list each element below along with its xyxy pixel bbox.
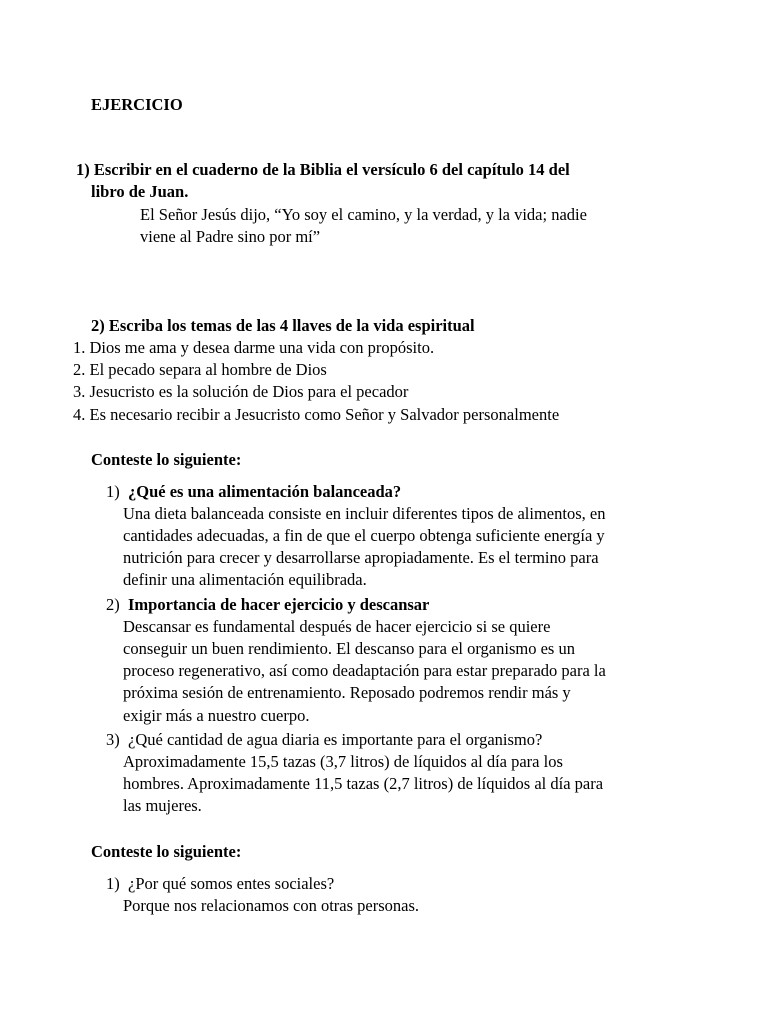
section2-heading: Conteste lo siguiente: [91, 842, 242, 861]
list-item-4: 4. Es necesario recibir a Jesucristo como Señor y Salvador personalmente [73, 405, 560, 424]
s1-q2-answer-line2: conseguir un buen rendimiento. El descanso para el organismo es un [123, 639, 575, 658]
list-item-2: 2. El pecado separa al hombre de Dios [73, 360, 327, 379]
s1-q2-answer-line5: exigir más a nuestro cuerpo. [123, 706, 310, 725]
s1-q3-answer-line2: hombres. Aproximadamente 11,5 tazas (2,7 litros) de líquidos al día para [123, 774, 604, 793]
s1-q3-answer-line1: Aproximadamente 15,5 tazas (3,7 litros) de líquidos al día para los [123, 752, 563, 771]
s1-q3-answer-line3: las mujeres. [123, 796, 202, 815]
s1-q2-question: Importancia de hacer ejercicio y descansar [128, 595, 430, 614]
s1-q1-answer-line1: Una dieta balanceada consiste en incluir diferentes tipos de alimentos, en [123, 504, 606, 523]
s1-q2-answer-line1: Descansar es fundamental después de hacer ejercicio si se quiere [123, 617, 551, 636]
q2-heading: 2) Escriba los temas de las 4 llaves de la vida espiritual [91, 316, 475, 335]
s1-q3-question: ¿Qué cantidad de agua diaria es importante para el organismo? [128, 730, 543, 749]
section1-heading: Conteste lo siguiente: [91, 450, 242, 469]
s1-q1-answer-line4: definir una alimentación equilibrada. [123, 570, 367, 589]
s2-q1-question: ¿Por qué somos entes sociales? [128, 874, 335, 893]
q1-heading-line1: 1) Escribir en el cuaderno de la Biblia el versículo 6 del capítulo 14 del [76, 160, 570, 179]
s1-q3-number: 3) [106, 730, 120, 749]
s1-q1-number: 1) [106, 482, 120, 501]
s1-q1-question: ¿Qué es una alimentación balanceada? [128, 482, 402, 501]
list-item-1: 1. Dios me ama y desea darme una vida con propósito. [73, 338, 435, 357]
q1-heading-line2: libro de Juan. [91, 182, 189, 201]
list-item-3: 3. Jesucristo es la solución de Dios para el pecador [73, 382, 409, 401]
verse-line2: viene al Padre sino por mí” [140, 227, 321, 246]
s1-q2-answer-line4: próxima sesión de entrenamiento. Reposado podremos rendir más y [123, 683, 571, 702]
verse-line1: El Señor Jesús dijo, “Yo soy el camino, y la verdad, y la vida; nadie [140, 205, 587, 224]
s1-q2-number: 2) [106, 595, 120, 614]
document-title: EJERCICIO [91, 95, 183, 114]
s2-q1-number: 1) [106, 874, 120, 893]
s2-q1-answer-line1: Porque nos relacionamos con otras personas. [123, 896, 420, 915]
s1-q2-answer-line3: proceso regenerativo, así como deadaptación para estar preparado para la [123, 661, 606, 680]
s1-q1-answer-line3: nutrición para crecer y desarrollarse apropiadamente. Es el termino para [123, 548, 599, 567]
s1-q1-answer-line2: cantidades adecuadas, a fin de que el cuerpo obtenga suficiente energía y [123, 526, 605, 545]
